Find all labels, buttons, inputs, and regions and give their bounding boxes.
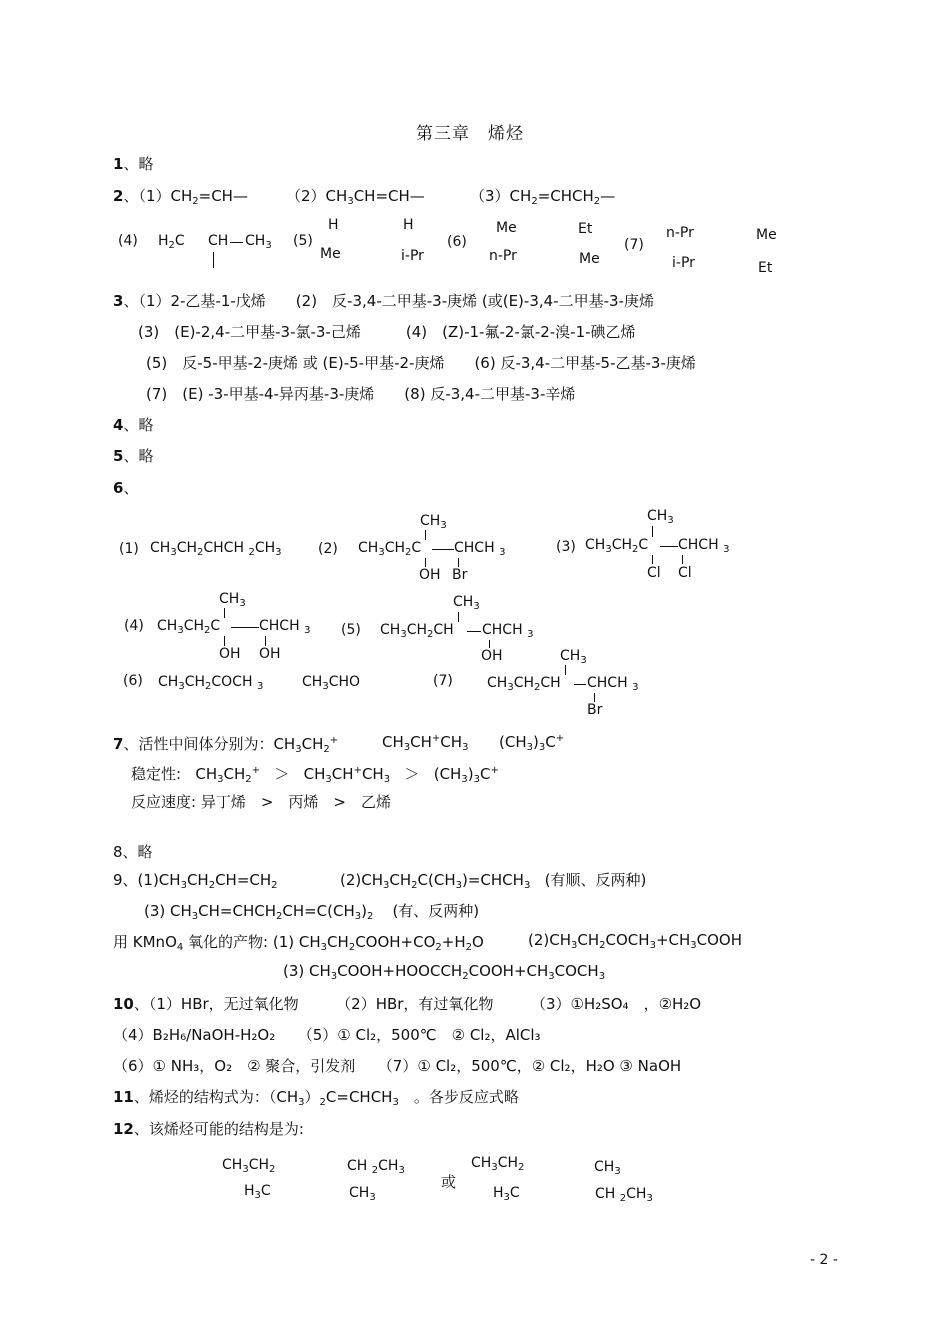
bond-line xyxy=(265,636,266,646)
q6-s3-formula: $CH_3CH_2C$ xyxy=(585,537,649,555)
q6-s7-formula: $CH_3CH_2CH$ xyxy=(487,675,561,693)
q4-text: 、略 xyxy=(123,416,154,434)
formula-part: ） xyxy=(304,1088,320,1106)
q7-line-3 xyxy=(131,791,391,812)
q2-part7-et: Et xyxy=(758,260,773,276)
bond-line xyxy=(682,555,683,564)
q7-intermediate-1: $CH_3CH_2^+$ xyxy=(273,735,339,755)
q9-product-3-label: (3) xyxy=(283,962,305,980)
q9-product-2: $(2)CH_3CH_2COCH_3+CH_3COOH$ xyxy=(528,931,743,951)
q6-s2-label: (2) xyxy=(318,541,338,557)
q2-part5-label: (5) xyxy=(293,233,313,249)
q4-line xyxy=(113,414,153,435)
q9-line-1: 9、$(1)CH_3CH_2CH=CH_2$ xyxy=(113,871,278,891)
q6-s2-top-ch3: $CH_3$ xyxy=(420,513,447,531)
q9-kmno4-line: 用 KMnO$_4$ 氧化的产物: (1) $CH_3CH_2COOH+CO_2+H_2O$ xyxy=(113,933,484,953)
q6-s3-cl1: Cl xyxy=(647,565,661,581)
q12-structure-2-right-bottom: CH $_2CH_3$ xyxy=(595,1186,653,1204)
q2-part6-me2: Me xyxy=(579,251,600,267)
q3-line-3: (5) 反-5-甲基-2-庚烯 或 (E)-5-甲基-2-庚烯 (6) 反-3,4-二甲基-5-乙基-3-庚烯 xyxy=(146,354,696,372)
q2-part5-me: Me xyxy=(320,246,341,262)
q3-text-1: 、（1）2-乙基-1-戊烯 (2) 反-3,4-二甲基-3-庚烯 (或(E)-3,4-二甲基-3-庚烯 xyxy=(123,292,654,310)
q2-part4-ch3 xyxy=(245,233,272,249)
q2-part7-ipr: i-Pr xyxy=(672,255,695,271)
formula-part: =CHCH xyxy=(537,187,594,205)
q12-line xyxy=(113,1118,304,1139)
q9-label-3: (3) xyxy=(144,902,166,920)
bond-line xyxy=(458,612,459,622)
subscript: 3 xyxy=(347,196,354,207)
bond-line xyxy=(224,608,225,618)
q6-s6-label: (6) xyxy=(123,673,143,689)
subscript: 2 xyxy=(531,196,538,207)
q7-line-2: 稳定性: $CH_3CH_2^+$ ＞ $CH_3CH^+CH_3$ ＞ $(CH_3)_3C^+$ xyxy=(131,765,499,785)
formula-part: C=CHCH xyxy=(325,1088,393,1106)
formula-part: CH xyxy=(245,233,266,249)
q2-part3-label: （3） xyxy=(470,187,510,205)
q4-number: 4 xyxy=(113,416,124,434)
q10-line-3: （6）① NH₃，O₂ ② 聚合，引发剂 （7）① Cl₂，500℃，② Cl₂，H₂O ③ NaOH xyxy=(113,1057,682,1075)
q5-text: 、略 xyxy=(123,447,154,465)
q3-number: 3 xyxy=(113,292,124,310)
q6-s5-chch3: CHCH $_3$ xyxy=(482,622,534,640)
q6-s4-label: (4) xyxy=(124,618,144,634)
subscript: 2 xyxy=(593,196,601,207)
q7-line-1 xyxy=(113,733,338,754)
q6-suffix: 、 xyxy=(123,479,139,497)
q1-number: 1 xyxy=(113,155,124,173)
q2-part4-h2c xyxy=(158,233,185,249)
page-title: 第三章 烯烃 xyxy=(416,124,524,144)
q7-stability-label: 稳定性: xyxy=(131,765,182,783)
q9-note-2: (有、反两种) xyxy=(392,902,480,920)
q12-text: 、该烯烃可能的结构是为: xyxy=(133,1120,304,1138)
q11-line xyxy=(113,1086,519,1107)
q2-part7-me: Me xyxy=(756,227,777,243)
q6-s7-chch3: CHCH $_3$ xyxy=(587,675,639,693)
q6-s6-formula-b: $CH_3CHO$ xyxy=(302,674,361,692)
formula-part: CH xyxy=(509,187,532,205)
subscript: 3 xyxy=(265,240,272,251)
q2-part1-label: 、（1） xyxy=(123,187,171,205)
q7-rate-text: 异丁烯 > 丙烯 > 乙烯 xyxy=(200,793,391,811)
q5-number: 5 xyxy=(113,447,124,465)
q12-structure-1-right-top: CH $_2CH_3$ xyxy=(347,1158,405,1176)
q9-kmno4-label: 用 xyxy=(113,933,129,951)
subscript: 3 xyxy=(298,1097,305,1108)
q6-s2-formula: $CH_3CH_2C$ xyxy=(358,540,422,558)
q6-s7-label: (7) xyxy=(433,673,453,689)
q12-structure-2-top: $CH_3CH_2$ xyxy=(471,1155,525,1173)
bond-line xyxy=(213,252,214,268)
q12-or: 或 xyxy=(441,1173,457,1191)
q6-s4-oh1: OH xyxy=(219,646,241,662)
q6-number: 6 xyxy=(113,479,124,497)
q6-s3-chch3: CHCH $_3$ xyxy=(678,537,730,555)
q7-intro: 、活性中间体分别为： xyxy=(123,735,274,753)
q2-part1-formula: CH xyxy=(170,187,193,205)
q2-part5-h2: H xyxy=(403,217,414,233)
q6-s7-top-ch3: $CH_3$ xyxy=(560,648,587,666)
bond-line xyxy=(467,631,481,632)
q9-label-1: 9、(1) xyxy=(113,871,159,889)
q2-part2-label: （2） xyxy=(286,187,326,205)
q6-s3-label: (3) xyxy=(556,539,576,555)
q12-structure-2-bottom: $H_3C$ xyxy=(493,1185,520,1203)
q6-s5-label: (5) xyxy=(341,622,361,638)
q9-product-2-label: (2) xyxy=(528,931,550,949)
q7-rate-label: 反应速度: xyxy=(131,793,197,811)
q2-part4-ch: CH xyxy=(208,233,229,249)
q6-s4-top-ch3: $CH_3$ xyxy=(219,591,246,609)
q6-s7-br: Br xyxy=(587,702,603,718)
bond-line xyxy=(652,555,653,564)
bond-line xyxy=(224,636,225,646)
q12-number: 12 xyxy=(113,1120,134,1138)
subscript: 3 xyxy=(392,1097,399,1108)
bond-line xyxy=(432,549,454,550)
q2-part6-npr: n-Pr xyxy=(489,248,517,264)
q9-product-1-label: (1) xyxy=(272,933,295,951)
q7-intermediate-2: $CH_3CH^+CH_3$ xyxy=(382,733,469,753)
q6-s4-formula: $CH_3CH_2C$ xyxy=(157,618,221,636)
bond-line xyxy=(565,665,566,675)
formula-part: CH xyxy=(325,187,348,205)
formula-part: 、烯烃的结构式为：（CH xyxy=(133,1088,299,1106)
subscript: 2 xyxy=(168,240,175,251)
q6-s6-formula-a: $CH_3CH_2COCH$ $_3$ xyxy=(158,674,264,692)
q12-structure-1-bottom: $H_3C$ xyxy=(244,1183,271,1201)
q6-s3-cl2: Cl xyxy=(678,565,692,581)
q1-text: 、略 xyxy=(123,155,154,173)
q3-line-1 xyxy=(113,290,654,311)
q6-s5-formula: $CH_3CH_2CH$ xyxy=(380,622,454,640)
q6-s3-top-ch3: $CH_3$ xyxy=(647,508,674,526)
q2-part6-et: Et xyxy=(578,221,593,237)
bond-line xyxy=(425,530,426,540)
greater-than: ＞ xyxy=(404,765,420,783)
bond-line xyxy=(489,640,490,648)
q6-s2-chch3: CHCH $_3$ xyxy=(454,540,506,558)
q2-part3 xyxy=(470,185,615,206)
q2-part5-ipr: i-Pr xyxy=(401,248,424,264)
q6-s1-label: (1) xyxy=(119,541,139,557)
q12-structure-2-right-top: $CH_3$ xyxy=(594,1159,621,1177)
q12-structure-1-top: $CH_3CH_2$ xyxy=(222,1157,276,1175)
q2-part7-label: (7) xyxy=(624,237,644,253)
page-number: - 2 - xyxy=(810,1252,838,1268)
q9-formula-2: $(2)CH_3CH_2C(CH_3)=CHCH_3$ (有顺、反两种) xyxy=(340,871,647,891)
q9-kmno4-text: 氧化的产物: xyxy=(188,933,269,951)
bond-line xyxy=(660,546,678,547)
bond-line xyxy=(574,684,586,685)
q8-line: 8、略 xyxy=(113,843,153,861)
q9-note-1: (有顺、反两种) xyxy=(544,871,647,889)
bond-line xyxy=(231,627,259,628)
q6-s4-chch3: CHCH $_3$ xyxy=(259,618,311,636)
formula-part: H xyxy=(158,233,169,249)
formula-part: 。各步反应式略 xyxy=(398,1088,519,1106)
q12-structure-1-right-bottom: $CH_3$ xyxy=(349,1185,376,1203)
q2-part6-label: (6) xyxy=(447,234,467,250)
formula-part: C xyxy=(174,233,185,249)
q9-product-3: (3) $CH_3COOH+HOOCCH_2COOH+CH_3COCH_3$ xyxy=(283,962,606,982)
bond-line xyxy=(652,526,653,537)
q1-line xyxy=(113,153,153,174)
formula-part: =CH— xyxy=(198,187,248,205)
q6-s5-top-ch3: $CH_3$ xyxy=(453,594,480,612)
q3-line-4: (7) (E) -3-甲基-4-异丙基-3-庚烯 (8) 反-3,4-二甲基-3-辛烯 xyxy=(146,385,576,403)
q7-number: 7 xyxy=(113,735,124,753)
subscript: 2 xyxy=(192,196,199,207)
q3-line-2: (3) (E)-2,4-二甲基-3-氯-3-己烯 (4) (Z)-1-氟-2-氯-2-溴-1-碘乙烯 xyxy=(138,323,636,341)
formula-part: CH=CH— xyxy=(353,187,425,205)
formula-part: — xyxy=(600,187,616,205)
subscript: 2 xyxy=(319,1097,326,1108)
bond-line xyxy=(594,693,595,702)
q10-line-2: （4）B₂H₆/NaOH-H₂O₂ （5）① Cl₂，500℃ ② Cl₂，AlCl₃ xyxy=(113,1026,541,1044)
bond-line xyxy=(458,558,459,567)
q9-line-2: (3) $CH_3CH=CHCH_2CH=C(CH_3)_2$ (有、反两种) xyxy=(144,902,480,922)
q6-s4-oh2: OH xyxy=(259,646,281,662)
q10-text-1: 、（1）HBr，无过氧化物 （2）HBr，有过氧化物 （3）①H₂SO₄ ，②H₂O xyxy=(133,995,702,1013)
q2-number: 2 xyxy=(113,187,124,205)
bond-line xyxy=(425,558,426,567)
q7-intermediate-3: $(CH_3)_3C^+$ xyxy=(499,733,565,753)
q2-line-1 xyxy=(113,185,248,206)
greater-than: ＞ xyxy=(274,765,290,783)
q10-number: 10 xyxy=(113,995,134,1013)
q2-part2 xyxy=(286,185,425,206)
q5-line xyxy=(113,445,153,466)
q6-s5-oh: OH xyxy=(481,648,503,664)
q10-line-1 xyxy=(113,993,701,1014)
q6-s1-formula: $CH_3CH_2CHCH$ $_2CH_3$ xyxy=(150,540,282,558)
q6-s2-oh: OH xyxy=(419,567,441,583)
q2-part5-h1: H xyxy=(328,217,339,233)
q2-part7-npr: n-Pr xyxy=(666,225,694,241)
q2-part6-me1: Me xyxy=(496,220,517,236)
bond-line xyxy=(230,242,243,243)
q6-line xyxy=(113,477,138,498)
q11-number: 11 xyxy=(113,1088,134,1106)
q6-s2-br: Br xyxy=(452,567,468,583)
q2-part4-label: (4) xyxy=(118,233,138,249)
